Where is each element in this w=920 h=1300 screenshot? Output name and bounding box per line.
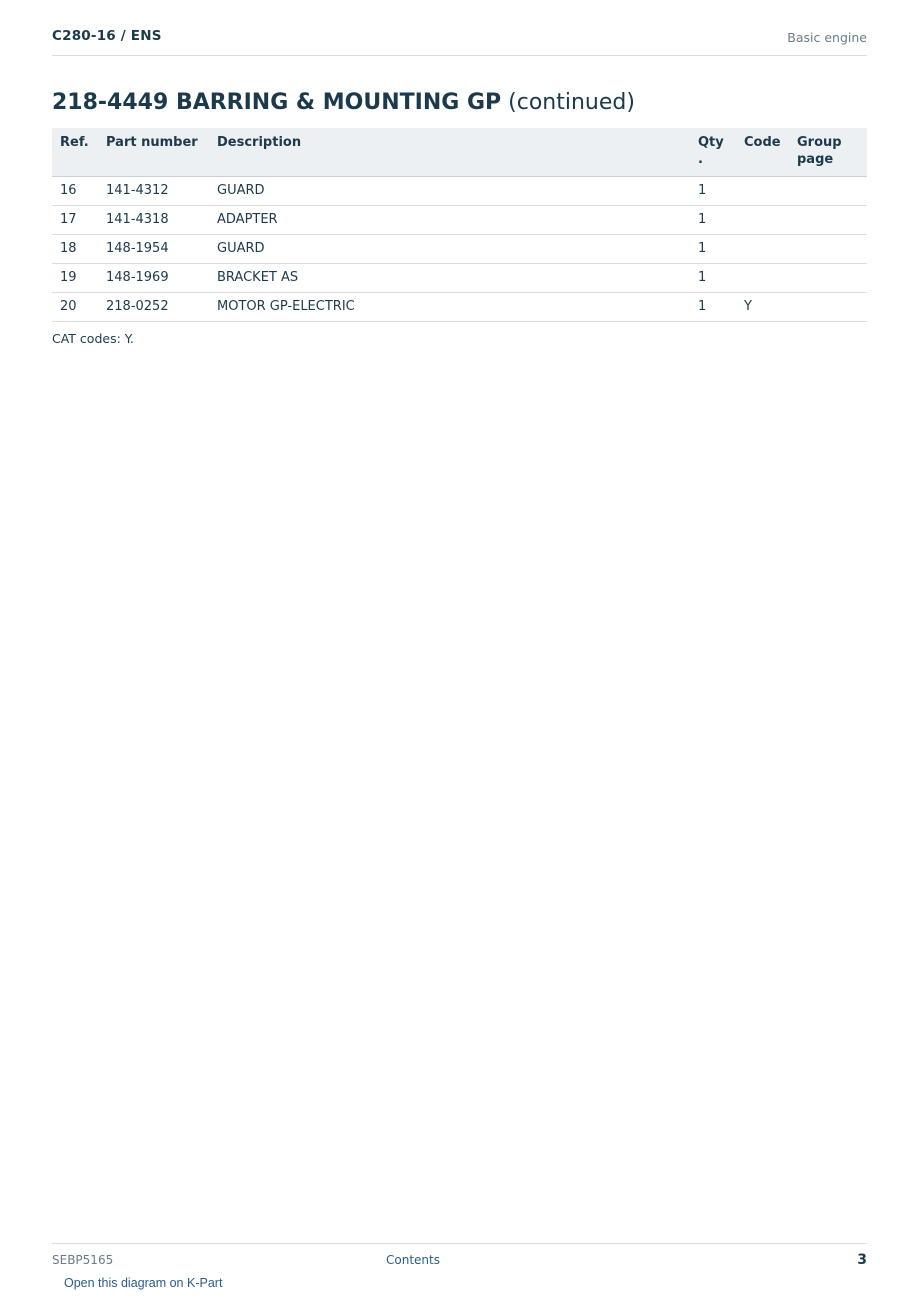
group-title-suffix: (continued) bbox=[501, 90, 635, 115]
document-code: C280-16 / ENS bbox=[52, 28, 162, 44]
open-kpart-link[interactable]: Open this diagram on K-Part bbox=[64, 1276, 223, 1290]
cell-ref: 20 bbox=[52, 293, 98, 322]
table-row bbox=[52, 206, 867, 235]
cell-ref: 16 bbox=[52, 177, 98, 206]
column-header-group-line1: Group bbox=[797, 135, 842, 150]
column-header-group-line2: page bbox=[797, 152, 834, 167]
table-row bbox=[52, 177, 867, 206]
cell-description: BRACKET AS bbox=[209, 264, 690, 293]
cell-code bbox=[736, 177, 789, 206]
cell-part-number: 148-1954 bbox=[98, 235, 209, 264]
document-number: SEBP5165 bbox=[52, 1253, 114, 1267]
column-header-qty bbox=[690, 128, 736, 177]
cell-part-number: 141-4312 bbox=[98, 177, 209, 206]
cell-part-number: 141-4318 bbox=[98, 206, 209, 235]
page-number: 3 bbox=[857, 1252, 867, 1268]
cell-code bbox=[736, 264, 789, 293]
column-header-code: Code bbox=[736, 128, 789, 177]
cell-group-page bbox=[789, 177, 867, 206]
parts-table bbox=[52, 128, 867, 322]
column-header-part-number: Part number bbox=[98, 128, 209, 177]
cell-code bbox=[736, 235, 789, 264]
table-header-row bbox=[52, 128, 867, 177]
cell-description: ADAPTER bbox=[209, 206, 690, 235]
table-row bbox=[52, 235, 867, 264]
cell-part-number: 218-0252 bbox=[98, 293, 209, 322]
cell-qty: 1 bbox=[690, 177, 736, 206]
cell-description: GUARD bbox=[209, 235, 690, 264]
cell-group-page bbox=[789, 293, 867, 322]
cell-ref: 17 bbox=[52, 206, 98, 235]
cell-ref: 19 bbox=[52, 264, 98, 293]
cell-qty: 1 bbox=[690, 264, 736, 293]
group-title bbox=[52, 89, 635, 117]
cell-qty: 1 bbox=[690, 206, 736, 235]
cell-ref: 18 bbox=[52, 235, 98, 264]
cell-code bbox=[736, 206, 789, 235]
cell-qty: 1 bbox=[690, 235, 736, 264]
cell-group-page bbox=[789, 235, 867, 264]
cell-group-page bbox=[789, 264, 867, 293]
column-header-ref: Ref. bbox=[52, 128, 98, 177]
cell-group-page bbox=[789, 206, 867, 235]
contents-link[interactable]: Contents bbox=[386, 1253, 440, 1267]
column-header-description: Description bbox=[209, 128, 690, 177]
cell-part-number: 148-1969 bbox=[98, 264, 209, 293]
cell-qty: 1 bbox=[690, 293, 736, 322]
page-header bbox=[52, 28, 867, 56]
page-footer bbox=[52, 1243, 867, 1274]
column-header-qty-line2: . bbox=[698, 152, 703, 167]
cell-description: GUARD bbox=[209, 177, 690, 206]
cat-codes-note: CAT codes: Y. bbox=[52, 331, 134, 346]
column-header-qty-line1: Qty bbox=[698, 135, 724, 150]
column-header-group-page bbox=[789, 128, 867, 177]
cell-code: Y bbox=[736, 293, 789, 322]
cell-description: MOTOR GP-ELECTRIC bbox=[209, 293, 690, 322]
section-name: Basic engine bbox=[787, 30, 867, 45]
table-row bbox=[52, 293, 867, 322]
table-row bbox=[52, 264, 867, 293]
group-title-main: 218-4449 BARRING & MOUNTING GP bbox=[52, 90, 502, 115]
